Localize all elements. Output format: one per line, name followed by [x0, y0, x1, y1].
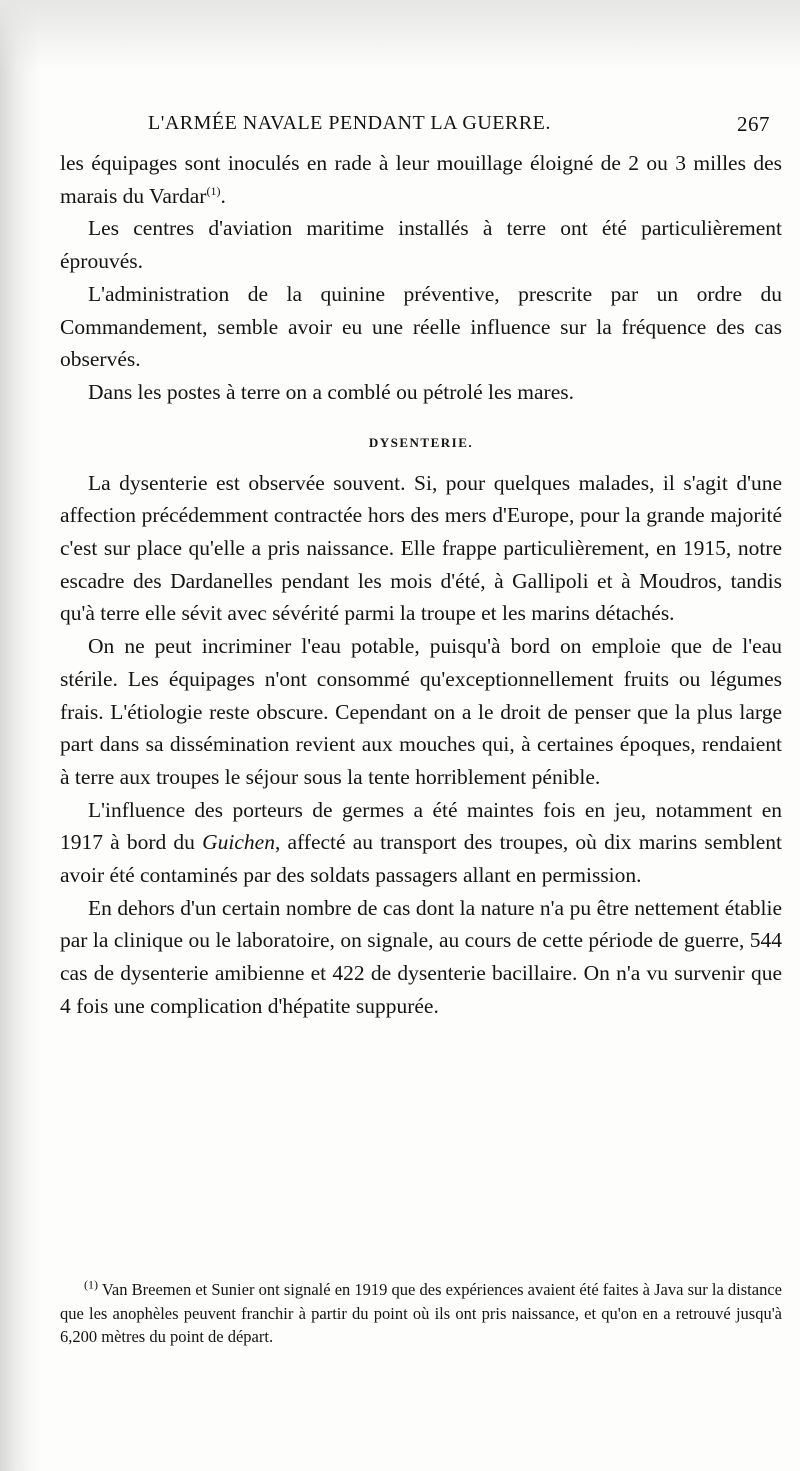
paragraph-cases: En dehors d'un certain nombre de cas dont la nature n'a pu être nettement établie par la clinique ou le laboratoire, on signale, au cours de cette période de guerre, 544 cas de dysenterie amibienne et 422 de dysenterie bacillaire. On n'a vu survenir que 4 fois une complication d'hépatite suppurée.	[60, 895, 782, 1018]
paragraph-mares: Dans les postes à terre on a comblé ou pétrolé les mares.	[88, 379, 574, 404]
footnote-text: Van Breemen et Sunier ont signalé en 1919 que des expériences avaient été faites à Java sur la distance que les anophèles peuvent franchir à partir du point où ils ont pris naissance, et qu'on en a retrouvé jusqu'à 6,200 mètres du point de départ.	[60, 1280, 782, 1346]
running-title: L'ARMÉE NAVALE PENDANT LA GUERRE.	[148, 112, 551, 134]
main-text	[60, 147, 782, 1023]
paragraph-continued: les équipages sont inoculés en rade à leur mouillage éloigné de 2 ou 3 milles des marais du Vardar$^{(1)}$.	[60, 151, 782, 208]
paragraph-water: On ne peut incriminer l'eau potable, puisqu'à bord on emploie que de l'eau stérile. Les équipages n'ont consommé qu'exceptionnellement fruits ou légumes frais. L'étiologie reste obscure. Cependant on a le droit de penser que la plus large part dans sa dissémination revient aux mouches qui, à certaines époques, rendaient à terre aux troupes le séjour sous la tente horriblement pénible.	[60, 634, 782, 789]
scan-shadow-top	[0, 0, 800, 70]
page-number: 267	[737, 112, 770, 136]
scan-shadow-left	[0, 0, 40, 1471]
footnote-reference: (1)	[206, 183, 221, 198]
footnote-marker: (1)	[84, 1277, 98, 1292]
paragraph-quinine: L'administration de la quinine préventive, prescrite par un ordre du Commandement, semble avoir eu une réelle influence sur la fréquence des cas observés.	[60, 281, 782, 372]
paragraph-dysentery-intro: La dysenterie est observée souvent. Si, pour quelques malades, il s'agit d'une affection précédemment contractée hors des mers d'Europe, pour la grande majorité c'est sur place qu'elle a pris naissance. Elle frappe particulièrement, en 1915, notre escadre des Dardanelles pendant les mois d'été, à Gallipoli et à Moudros, tandis qu'à terre elle sévit avec sévérité parmi la troupe et les marins détachés.	[60, 470, 782, 626]
paragraph-carriers: L'influence des porteurs de germes a été maintes fois en jeu, notamment en 1917 à bord du Guichen, affecté au transport des troupes, où dix marins semblent avoir été contaminés par des soldats passagers allant en permission.	[60, 797, 783, 888]
ship-name: Guichen	[202, 830, 275, 855]
section-heading: DYSENTERIE.	[368, 434, 474, 450]
footnote	[60, 1278, 782, 1349]
page-header	[148, 112, 770, 142]
paragraph-aviation: Les centres d'aviation maritime installés à terre ont été particulièrement éprouvés.	[60, 216, 782, 274]
